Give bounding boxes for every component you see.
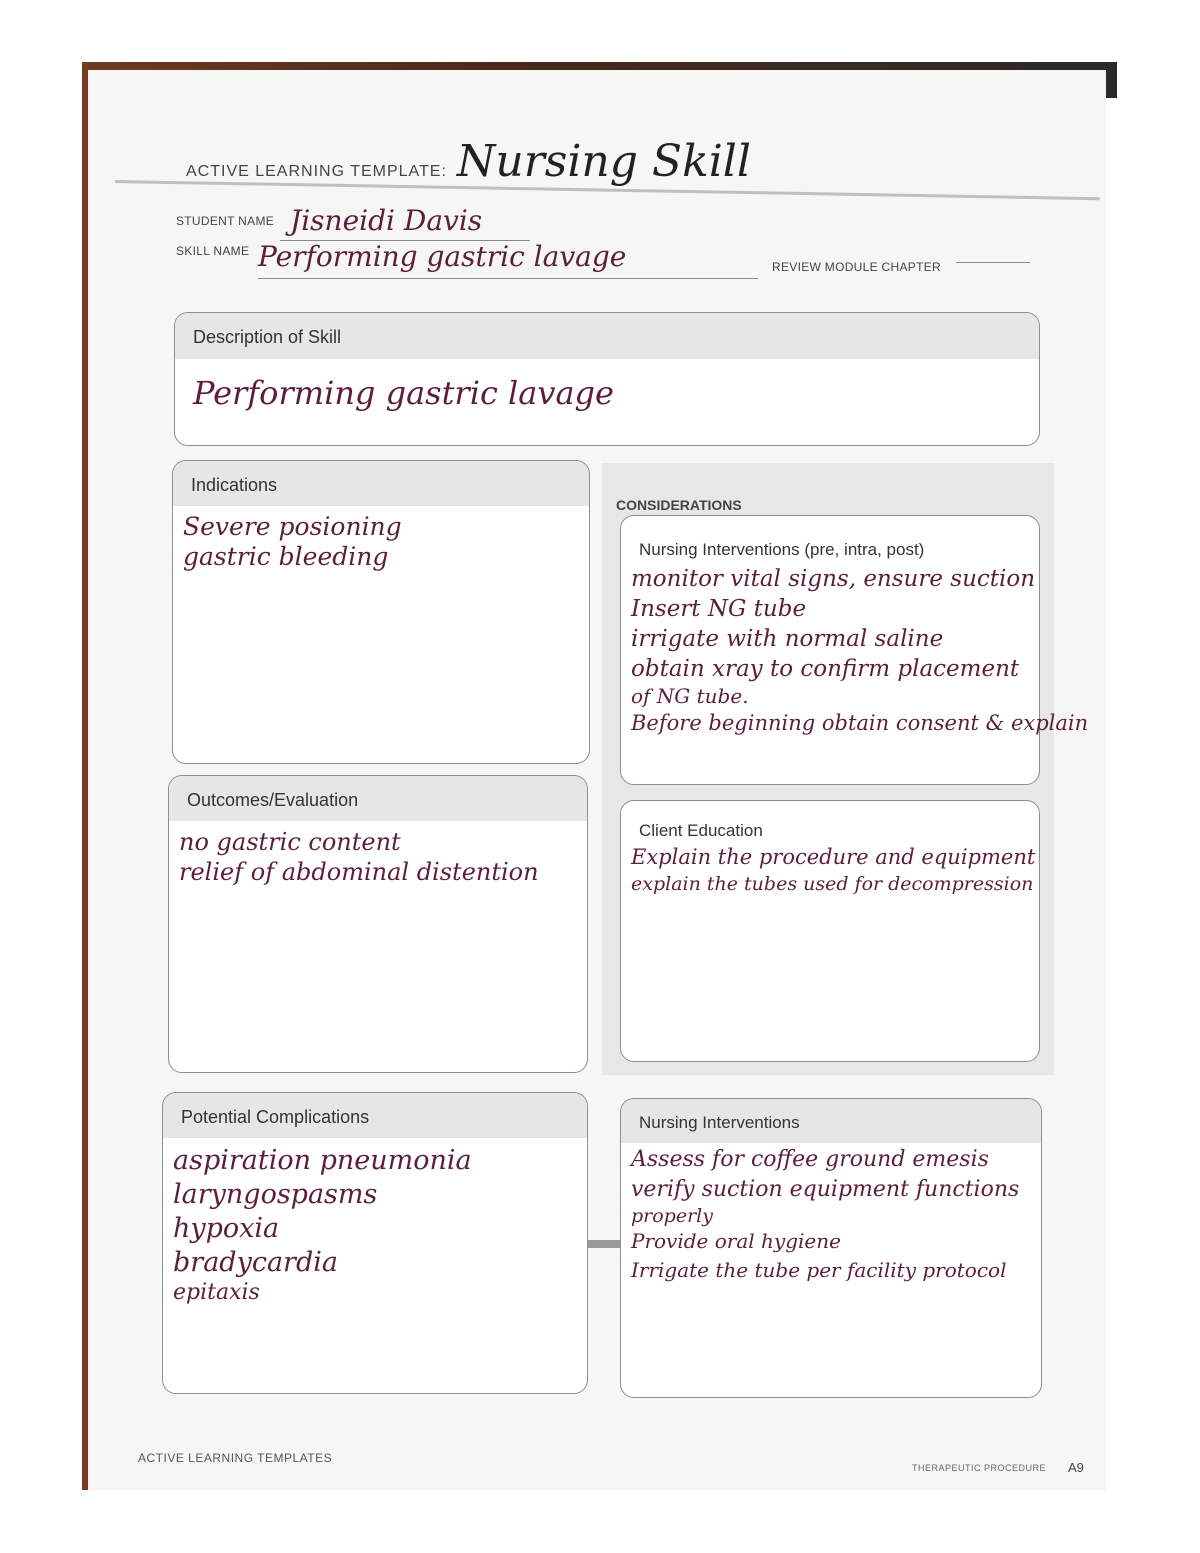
complications-line: aspiration pneumonia	[173, 1145, 472, 1176]
nursing-interventions-line: Assess for coffee ground emesis	[631, 1147, 989, 1172]
nursing-interventions-line: verify suction equipment functions	[631, 1177, 1020, 1202]
nursing-interventions-line: Provide oral hygiene	[631, 1229, 841, 1253]
skill-name-value: Performing gastric lavage	[258, 240, 627, 273]
student-name-label: STUDENT NAME	[176, 214, 275, 228]
client-education-title: Client Education	[621, 801, 1039, 843]
template-label: ACTIVE LEARNING TEMPLATE:	[186, 163, 447, 180]
indications-line: gastric bleeding	[183, 542, 389, 571]
nursing-interventions-pip-line: irrigate with normal saline	[631, 626, 944, 652]
description-text: Performing gastric lavage	[193, 374, 614, 412]
indications-line: Severe posioning	[183, 512, 402, 541]
student-name-value: Jisneidi Davis	[290, 204, 483, 237]
footer-right-label: THERAPEUTIC PROCEDURE	[912, 1463, 1047, 1473]
nursing-interventions-line: properly	[631, 1205, 713, 1227]
footer-left-label: ACTIVE LEARNING TEMPLATES	[138, 1451, 333, 1465]
footer-page-number: A9	[1068, 1460, 1084, 1475]
client-education-line: Explain the procedure and equipment	[631, 845, 1036, 869]
complications-title: Potential Complications	[163, 1093, 587, 1138]
nursing-interventions-pip-title: Nursing Interventions (pre, intra, post)	[621, 516, 1039, 564]
nursing-interventions-pip-line: monitor vital signs, ensure suction	[631, 566, 1036, 592]
outcomes-line: no gastric content	[179, 828, 401, 856]
review-module-line	[956, 262, 1030, 263]
outcomes-box	[168, 775, 588, 1073]
nursing-interventions-pip-line: obtain xray to confirm placement	[631, 656, 1020, 682]
template-title: Nursing Skill	[456, 136, 751, 187]
complications-line: hypoxia	[173, 1213, 280, 1244]
outcomes-line: relief of abdominal distention	[179, 858, 539, 886]
complications-line: epitaxis	[173, 1280, 260, 1305]
nursing-interventions-title: Nursing Interventions	[621, 1099, 1041, 1143]
nursing-interventions-pip-line: Before beginning obtain consent & explain	[631, 711, 1089, 735]
complications-line: laryngospasms	[173, 1179, 378, 1210]
complications-line: bradycardia	[173, 1247, 338, 1278]
description-title: Description of Skill	[175, 313, 1039, 359]
indications-box	[172, 460, 590, 764]
box-connector	[588, 1240, 620, 1248]
skill-name-label: SKILL NAME	[176, 244, 250, 258]
template-header	[186, 136, 751, 187]
nursing-interventions-pip-line: of NG tube.	[631, 684, 749, 708]
nursing-interventions-line: Irrigate the tube per facility protocol	[631, 1258, 1007, 1282]
nursing-interventions-pip-box	[620, 515, 1089, 785]
nursing-interventions-box	[620, 1098, 1042, 1398]
client-education-line: explain the tubes used for decompression	[631, 873, 1034, 895]
client-education-box	[620, 800, 1040, 1062]
complications-box	[162, 1092, 588, 1394]
review-module-label: REVIEW MODULE CHAPTER	[772, 260, 941, 274]
skill-name-line	[258, 278, 758, 279]
nursing-interventions-pip-line: Insert NG tube	[631, 596, 807, 622]
indications-title: Indications	[173, 461, 589, 506]
considerations-label: CONSIDERATIONS	[616, 497, 742, 513]
description-box	[174, 312, 1040, 446]
outcomes-title: Outcomes/Evaluation	[169, 776, 587, 821]
